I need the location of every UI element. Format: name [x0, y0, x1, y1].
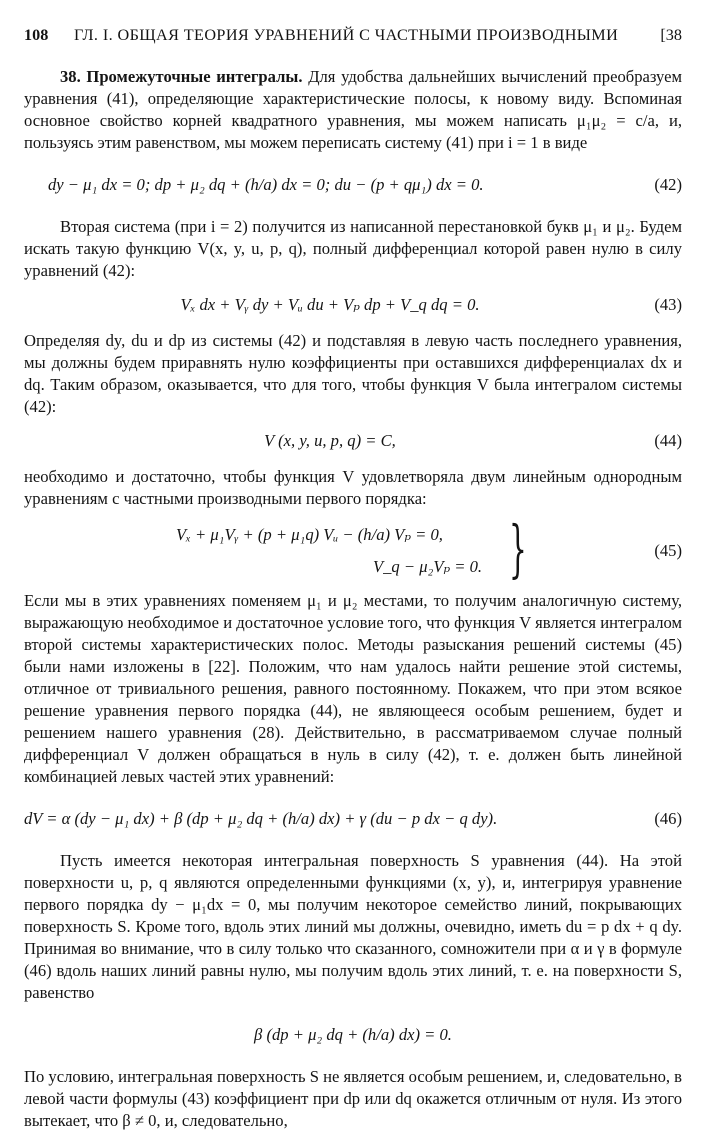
- equation-42-formula: dy − μ₁ dx = 0; dp + μ₂ dq + (h/a) dx = 0; du − (p + qμ₁) dx = 0.: [48, 175, 484, 194]
- equation-44-number: (44): [654, 431, 682, 450]
- section-marker: [38: [660, 26, 682, 44]
- book-page: [24, 24, 682, 1132]
- paragraph-intro: [24, 66, 682, 154]
- paragraph-second-system: Вторая система (при i = 2) получится из написанной перестановкой букв μ₁ и μ₂. Будем искать такую функцию V(x, y, u, p, q), полный дифференциал которой равен нулю в силу уравнений (42):: [24, 217, 682, 280]
- paragraph-swap: Если мы в этих уравнениях поменяем μ₁ и μ₂ местами, то получим аналогичную систему, выражающую необходимое и достаточное условие того, что функция V является интегралом второй системы характеристических полос. Методы разыскания решений системы (45) были нами изложены в [22]. Положим, что нам удалось найти решение этой системы, отличное от тривиального решения, равного постоянному. Покажем, что при этом всякое решение уравнения первого порядка (44), не являющееся особым решением, будет и решением нашего уравнения (28). Действительно, в рассматриваемом случае полный дифференциал V должен обращаться в нуль в силу (42), т. е. должен быть линейной комбинацией левых частей этих уравнений:: [24, 591, 682, 786]
- equation-44-formula: V (x, y, u, p, q) = C,: [264, 431, 396, 450]
- page-number: 108: [24, 26, 49, 44]
- equation-45: [24, 512, 682, 588]
- equation-46-formula: dV = α (dy − μ₁ dx) + β (dp + μ₂ dq + (h/a) dx) + γ (du − p dx − q dy).: [24, 809, 498, 828]
- paragraph-intro-text: Для удобства дальнейших вычислений преобразуем уравнения (41), определяющие характеристические полосы, к новому виду. Вспоминая основное свойство корней квадратного уравнения, мы можем написать μ₁μ₂ = c/a, и, пользуясь этим равенством, мы можем переписать систему (41) при i = 1 в виде: [24, 67, 683, 152]
- page-header: [24, 24, 682, 46]
- equation-44: [24, 420, 682, 464]
- equation-43-formula: Vₓ dx + Vᵧ dy + Vᵤ du + Vₚ dp + V_q dq = 0.: [180, 295, 480, 314]
- running-title: ГЛ. I. ОБЩАЯ ТЕОРИЯ УРАВНЕНИЙ С ЧАСТНЫМИ ПРОИЗВОДНЫМИ: [74, 26, 619, 44]
- equation-beta: [24, 1006, 682, 1064]
- paragraph-surface: Пусть имеется некоторая интегральная поверхность S уравнения (44). На этой поверхности u, p, q являются определенными функциями (x, y), и, интегрируя уравнение первого порядка dy − μ₁dx = 0, мы получим некоторое семейство линий, покрывающих поверхность S. Кроме того, вдоль этих линий мы должны, очевидно, иметь du = p dx + q dy. Принимая во внимание, что в силу только что сказанного, сомножители при α и γ в формуле (46) вдоль наших линий равны нулю, мы получим вдоль этих линий, т. е. на поверхности S, равенство: [24, 851, 682, 1002]
- section-title: 38. Промежуточные интегралы.: [60, 67, 303, 86]
- right-brace: }: [509, 512, 527, 585]
- equation-42: [24, 156, 682, 214]
- equation-beta-formula: β (dp + μ₂ dq + (h/a) dx) = 0.: [254, 1025, 452, 1044]
- equation-42-number: (42): [654, 175, 682, 194]
- equation-46: [24, 790, 682, 848]
- equation-43: [24, 284, 682, 328]
- equation-43-number: (43): [654, 295, 682, 314]
- equation-45-first: Vₓ + μ₁Vᵧ + (p + μ₁q) Vᵤ − (h/a) Vₚ = 0,: [176, 525, 443, 544]
- paragraph-condition: По условию, интегральная поверхность S не является особым решением, и, следовательно, в левой части формулы (43) коэффициент при dp или dq окажется отличным от нуля. Из этого вытекает, что β ≠ 0, и, следовательно,: [24, 1067, 683, 1130]
- equation-45-second: V_q − μ₂Vₚ = 0.: [373, 557, 483, 576]
- paragraph-necessary: необходимо и достаточно, чтобы функция V удовлетворяла двум линейным однородным уравнениям с частными производными первого порядка:: [24, 467, 682, 508]
- equation-45-number: (45): [654, 541, 682, 560]
- paragraph-defining: Определяя dy, du и dp из системы (42) и подставляя в левую часть последнего уравнения, мы должны будем приравнять нулю коэффициенты при оставшихся дифференциалах dx и dq. Таким образом, оказывается, что для того, чтобы функция V была интегралом системы (42):: [24, 331, 682, 416]
- equation-46-number: (46): [654, 809, 682, 828]
